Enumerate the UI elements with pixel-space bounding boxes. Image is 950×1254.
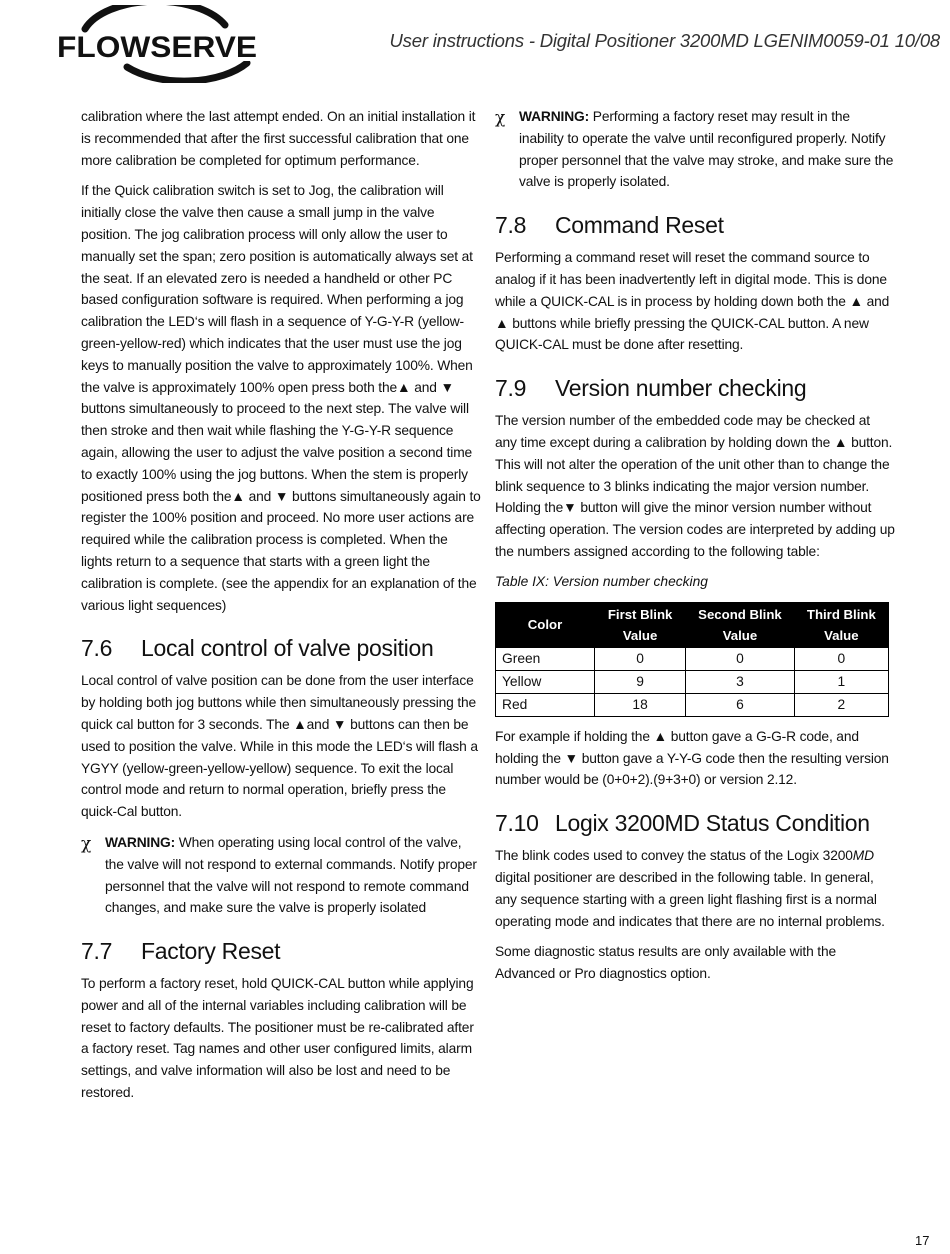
paragraph [495,845,895,932]
section-number: 7.8 [495,212,527,239]
section-title: Factory Reset [141,938,281,965]
warning-label: WARNING: [105,834,176,850]
table-header-cell: Second Blink Value [686,602,795,647]
warning-text: When operating using local control of the valve, the valve will not respond to external commands. Notify proper personnel that the valve will not respond to remote command changes, and make sure the valve is properly isolated [105,834,477,916]
table-row [496,670,889,693]
paragraph-text: The blink codes used to convey the status of the Logix 3200 [495,848,853,864]
section-number: 7.7 [81,938,113,965]
paragraph: Some diagnostic status results are only available with the Advanced or Pro diagnostics option. [495,944,837,982]
section-number: 7.10 [495,810,539,837]
table-cell: 9 [595,670,686,693]
table-cell: Green [496,647,595,670]
table-header-cell: Color [496,602,595,647]
model-suffix: MD [852,848,874,864]
section-number: 7.6 [81,635,113,662]
page-number: 17 [915,1233,930,1248]
table-cell: 1 [794,670,888,693]
table-cell: Red [496,693,595,716]
paragraph: The version number of the embedded code may be checked at any time except during a calibration by holding down the ▲ button. This will not alter the operation of the unit other than to change the blink sequence to 3 blinks indicating the major version number. Holding the▼ button will give the minor version number without affecting operation. The version codes are interpreted by adding up the numbers assigned according to the following table: [495,413,895,559]
warning-note [81,832,481,919]
warning-note [495,106,895,193]
document-header-title: User instructions - Digital Positioner 3200MD LGENIM0059-01 10/08 [389,30,940,51]
warning-text: Performing a factory reset may result in the inability to operate the valve until reconfigured properly. Notify proper personnel that the valve may stroke, and make sure the valve is properly isolated. [519,109,894,190]
right-column [495,106,895,994]
warning-symbol-icon: χ [81,833,92,854]
section-heading-7-10 [495,807,895,839]
section-title: Logix 3200MD Status Condition [555,810,870,837]
version-table [495,602,889,717]
table-row [496,647,889,670]
paragraph: To perform a factory reset, hold QUICK-CAL button while applying power and all of the internal variables including calibration will be reset to factory defaults. The positioner must be re-calibrated after a factory reset. Tag names and other user configured limits, alarm settings, and valve information will also be lost and need to be restored. [81,976,474,1101]
section-title: Command Reset [555,212,724,239]
section-title: Local control of valve position [141,635,434,662]
table-header-cell: Third Blink Value [794,602,888,647]
table-cell: 0 [595,647,686,670]
section-title: Version number checking [555,375,807,402]
paragraph: If the Quick calibration switch is set to Jog, the calibration will initially close the valve then cause a small jump in the valve position. The jog calibration process will only allow the user to manually set the span; zero position is automatically always set at the seat. If an elevated zero is needed a handheld or other PC based configuration software is required. When performing a jog calibration the LED‘s will flash in a sequence of Y-G-Y-R (yellow-green-yellow-red) which indicates that the user must use the jog keys to manually position the valve to approximately 100%. When the valve is approximately 100% open press both the▲ and ▼ buttons simultaneously to proceed to the next step. The valve will then stroke and then wait while flashing the Y-G-Y-R sequence again, allowing the user to adjust the valve position a second time to exactly 100% using the jog buttons. When the stem is properly positioned press both the▲ and ▼ buttons simultaneously again to register the 100% position and proceed. No more user actions are required while the calibration process is completed. When the lights return to a sequence that starts with a green light the calibration is complete. (see the appendix for an explanation of the various light sequences) [81,183,481,613]
flowserve-logo [57,5,259,83]
paragraph-text: digital positioner are described in the following table. In general, any sequence starting with a green light flashing first is a normal operating mode and indicates that there are no internal problems. [495,869,885,929]
table-cell: 2 [794,693,888,716]
paragraph: For example if holding the ▲ button gave a G-G-R code, and holding the ▼ button gave a Y-Y-G code then the resulting version number would be (0+0+2).(9+3+0) or version 2.12. [495,728,889,788]
section-heading-7-8 [495,209,895,241]
warning-symbol-icon: χ [495,108,506,128]
table-cell: Yellow [496,670,595,693]
section-heading-7-7 [81,935,481,967]
table-cell: 0 [794,647,888,670]
table-cell: 3 [686,670,795,693]
paragraph: Local control of valve position can be done from the user interface by holding both jog buttons while then simultaneously pressing the quick cal button for 3 seconds. The ▲and ▼ buttons can then be used to position the valve. While in this mode the LED‘s will flash a YGYY (yellow-green-yellow-yellow) sequence. To exit the local control mode and return to normal operation, briefly press the quick-Cal button. [81,673,478,820]
table-cell: 18 [595,693,686,716]
svg-text:FLOWSERVE: FLOWSERVE [57,31,257,64]
table-cell: 0 [686,647,795,670]
paragraph: Performing a command reset will reset the command source to analog if it has been inadvertently left in digital mode. This is done while a QUICK-CAL is in process by holding down both the ▲ and ▲ buttons while briefly pressing the QUICK-CAL button. A new QUICK-CAL must be done after resetting. [495,250,890,353]
table-header-cell: First Blink Value [595,602,686,647]
table-caption: Table IX: Version number checking [495,573,708,589]
table-header-row [496,602,889,647]
warning-label: WARNING: [519,109,590,124]
table-cell: 6 [686,693,795,716]
section-heading-7-6 [81,632,481,664]
section-heading-7-9 [495,372,895,404]
section-number: 7.9 [495,375,527,402]
table-row [496,693,889,716]
paragraph: calibration where the last attempt ended. On an initial installation it is recommended that after the first successful calibration that one more calibration be completed for optimum performance. [81,109,476,168]
left-column [81,106,481,1113]
